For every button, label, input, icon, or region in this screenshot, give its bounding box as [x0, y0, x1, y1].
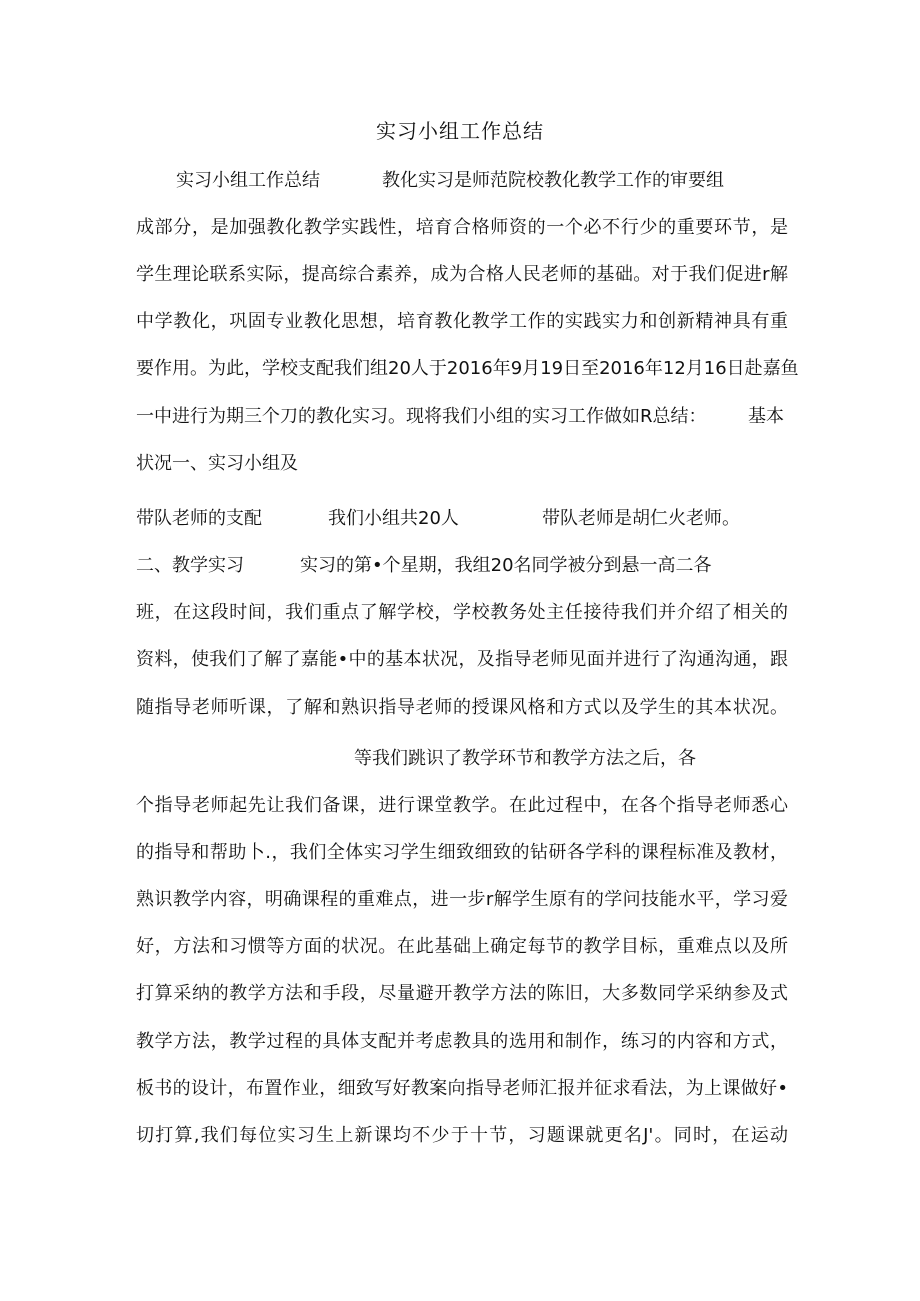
body-line-13 [136, 743, 788, 775]
body-line-17: 好，方法和习惯等方面的状况。在此基础上确定每节的教学目标，重难点以及所 [136, 936, 788, 957]
body-line-12: 随指导老师听课，了解和熟识指导老师的授课风格和方式以及学生的其本状况。 [136, 697, 788, 718]
body-line-10: 班，在这段时间，我们重点了解学校，学校教务处主任接待我们并介绍了相关的 [136, 602, 788, 623]
document-title: 实习小组工作总结 [376, 119, 544, 143]
body-text: 带队老师是胡仁火老师。 [542, 508, 740, 529]
body-line-3: 学生理论联系实际，提高综合素养，成为合格人民老师的基础。对于我们促进r解 [136, 264, 788, 285]
body-line-11: 资料，使我们了解了嘉能•中的基本状况，及指导老师见面并进行了沟通沟通，跟 [136, 649, 788, 670]
body-line-14: 个指导老师起先让我们备课，进行课堂教学。在此过程中，在各个指导老师悉心 [136, 795, 788, 816]
body-line-6 [136, 401, 788, 433]
body-line-8 [136, 503, 788, 535]
body-text: 教化实习是师范院校教化教学工作的审要组 [382, 170, 724, 191]
body-line-20: 板书的设计，布置作业，细致写好教案向指导老师汇报并征求看法，为上课做好• [136, 1078, 788, 1099]
body-line-19: 教学方法，教学过程的具体支配并考虑教具的选用和制作，练习的内容和方式， [136, 1031, 788, 1052]
body-line-15: 的指导和帮助卜.，我们全体实习学生细致细致的钻研各学科的课程标准及教材， [136, 842, 788, 863]
body-line-1 [136, 165, 788, 197]
body-line-18: 打算采纳的教学方法和手段，尽量避开教学方法的陈旧，大多数同学采纳参及式 [136, 983, 788, 1004]
body-line-7: 状况一、实习小组及 [136, 453, 298, 474]
body-text: 一中进行为期三个刀的教化实习。现将我们小组的实习工作做如R总结： [136, 406, 707, 427]
body-line-9 [136, 550, 788, 582]
body-text-heading: 实习小组工作总结 [176, 170, 320, 191]
body-line-5: 要作用。为此，学校支配我们组20人于2016年9月19日至2016年12月16日赴嘉鱼 [136, 358, 799, 379]
body-text: 带队老师的支配 [136, 508, 262, 529]
body-text: 基本 [748, 406, 784, 427]
body-line-21: 切打算,我们每位实习生上新课均不少于十节，习题课就更名J'。同时，在运动 [136, 1125, 788, 1146]
body-line-2: 成部分，是加强教化教学实践性，培育合格师资的一个必不行少的重要环节，是 [136, 217, 788, 238]
body-text: 我们小组共20人 [328, 508, 459, 529]
body-text: 等我们跳识了教学环节和教学方法之后，各 [354, 748, 696, 769]
body-text: 实习的第•个星期，我组20名同学被分到悬一高二各 [300, 555, 712, 576]
body-line-4: 中学教化，巩固专业教化思想，培育教化教学工作的实践实力和创新精神具有重 [136, 311, 788, 332]
body-line-16: 熟识教学内容，明确课程的重难点，进一步r解学生原有的学问技能水平，学习爱 [136, 889, 788, 910]
section-heading: 二、教学实习 [136, 555, 244, 576]
